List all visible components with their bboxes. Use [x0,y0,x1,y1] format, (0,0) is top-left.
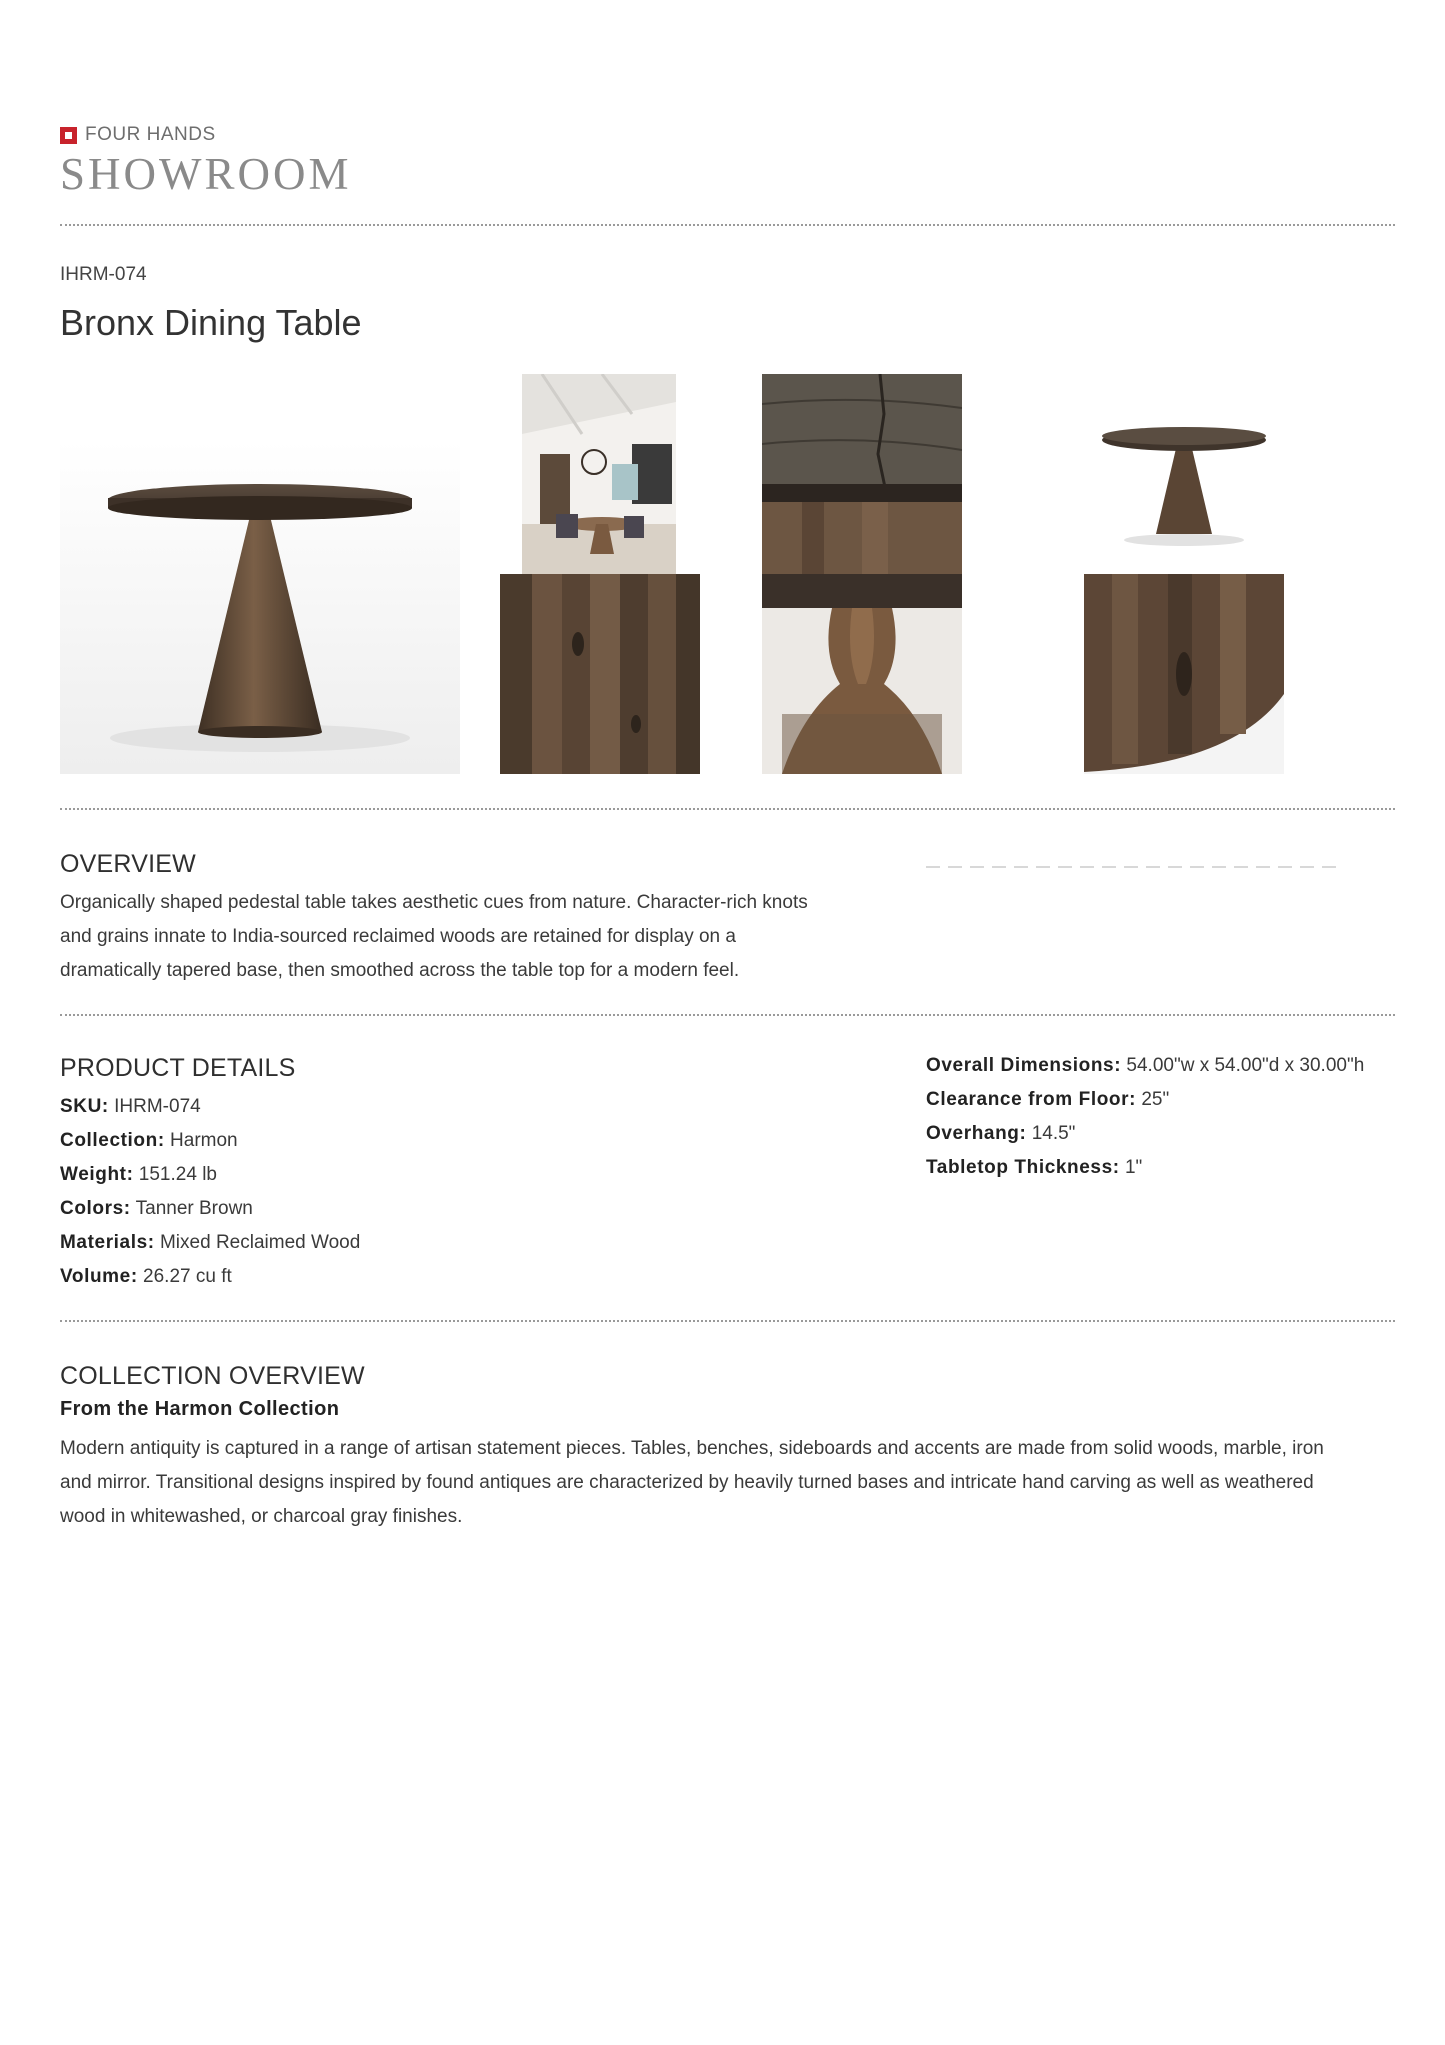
detail-value: 151.24 lb [138,1164,217,1185]
detail-label: Collection: [60,1130,165,1151]
collection-line: wood in whitewashed, or charcoal gray finishes. [60,1506,463,1527]
detail-value: 54.00"w x 54.00"d x 30.00"h [1126,1055,1365,1076]
detail-value: 26.27 cu ft [143,1266,232,1287]
product-title: Bronx Dining Table [60,302,362,343]
photo-table-front [60,440,460,774]
photo-base-angle [1084,574,1284,774]
detail-label: Colors: [60,1198,131,1219]
faint-rule [926,866,1338,868]
overview-line: dramatically tapered base, then smoothed across the table top for a modern feel. [60,960,740,981]
divider [60,808,1395,810]
detail-row-weight [60,1158,360,1192]
photo-base-wood [500,574,700,774]
brand-name: FOUR HANDS [85,124,216,145]
detail-value: 25" [1141,1089,1170,1110]
collection-heading: COLLECTION OVERVIEW [60,1362,365,1390]
detail-label: Volume: [60,1266,138,1287]
detail-row-volume [60,1260,360,1294]
overview-line: Organically shaped pedestal table takes aesthetic cues from nature. Character-rich knots [60,892,808,913]
divider [60,224,1395,226]
detail-value: 14.5" [1031,1123,1076,1144]
detail-label: Tabletop Thickness: [926,1157,1120,1178]
collection-subheading: From the Harmon Collection [60,1398,340,1420]
detail-label: Weight: [60,1164,134,1185]
detail-row-colors [60,1192,360,1226]
detail-label: Overall Dimensions: [926,1055,1122,1076]
overview-heading: OVERVIEW [60,850,196,878]
collection-line: and mirror. Transitional designs inspired by found antiques are characterized by heavily turned bases and intricate hand carving as well as weathered [60,1472,1314,1493]
photo-table-small [1084,402,1284,552]
collection-line: Modern antiquity is captured in a range of artisan statement pieces. Tables, benches, sideboards and accents are made from solid woods, marble, iron [60,1438,1324,1459]
brand-logo [60,124,352,198]
divider [60,1014,1395,1016]
overview-text [60,886,808,988]
photo-tabletop-edge [762,374,962,574]
details-list-left [60,1090,360,1294]
product-sku: IHRM-074 [60,264,147,285]
brand-showroom: SHOWROOM [60,149,352,199]
divider [60,1320,1395,1322]
detail-label: SKU: [60,1096,109,1117]
collection-text [60,1432,1324,1534]
detail-row-materials [60,1226,360,1260]
detail-row-clearance [926,1083,1364,1117]
detail-value: 1" [1124,1157,1143,1178]
detail-value: Mixed Reclaimed Wood [159,1232,361,1253]
overview-line: and grains innate to India-sourced reclaimed woods are retained for display on a [60,926,736,947]
detail-row-overhang [926,1117,1364,1151]
product-sheet [60,0,1395,2045]
product-details-heading: PRODUCT DETAILS [60,1054,296,1082]
detail-label: Clearance from Floor: [926,1089,1137,1110]
detail-row-dimensions [926,1049,1364,1083]
photo-pedestal-neck [762,574,962,774]
detail-label: Materials: [60,1232,155,1253]
detail-row-collection [60,1124,360,1158]
brand-square-icon [60,127,77,144]
detail-row-thickness [926,1151,1364,1185]
detail-label: Overhang: [926,1123,1027,1144]
details-list-right [926,1049,1364,1185]
photo-dining-room [522,374,676,574]
detail-value: IHRM-074 [114,1096,201,1117]
detail-value: Harmon [170,1130,238,1151]
detail-row-sku [60,1090,360,1124]
detail-value: Tanner Brown [135,1198,253,1219]
